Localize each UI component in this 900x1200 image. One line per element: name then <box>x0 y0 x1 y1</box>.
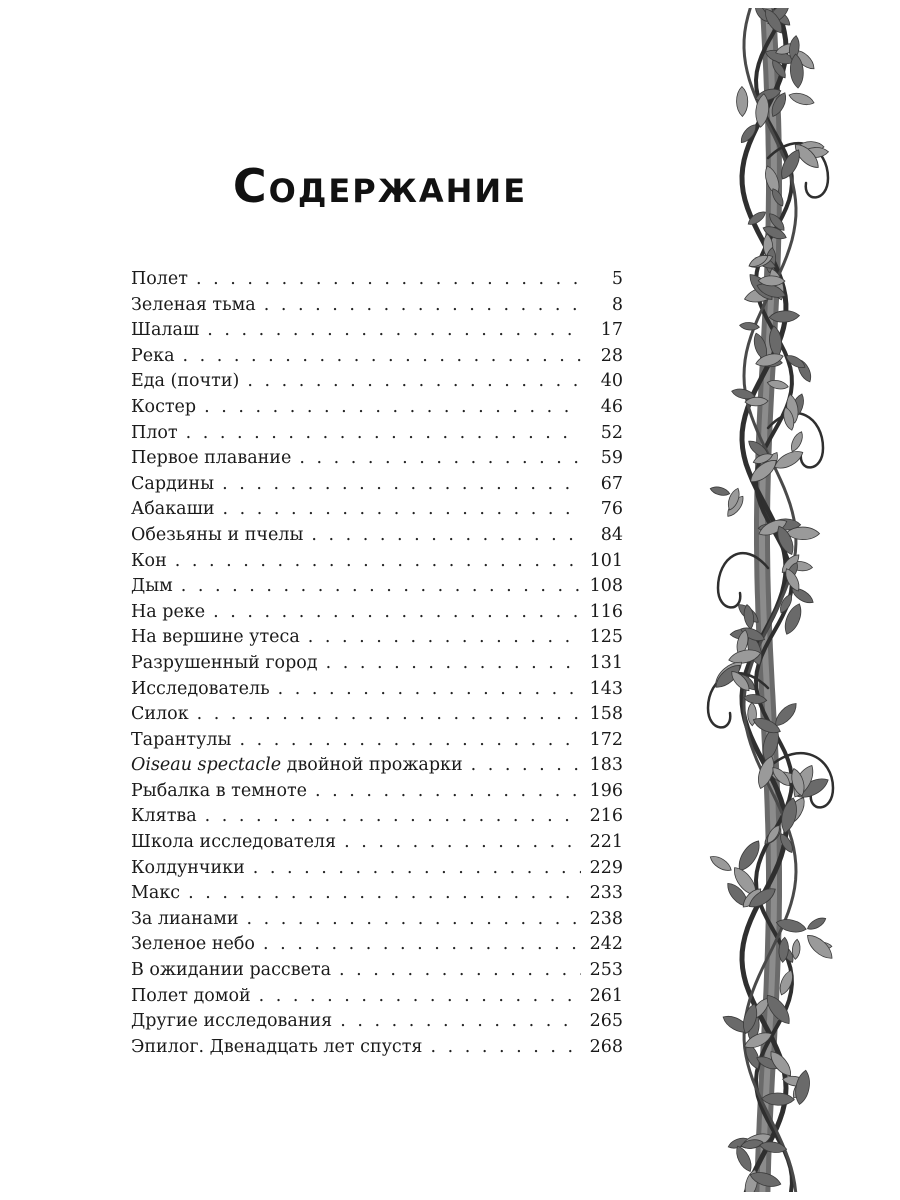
toc-entry-title: Еда (почти) <box>131 371 240 392</box>
dot-leader <box>207 318 581 344</box>
leaf-icon <box>788 430 805 453</box>
toc-entry-page: 261 <box>589 985 623 1006</box>
toc-entry-page: 158 <box>589 704 623 725</box>
toc-entry-title: В ожидании рассвета <box>131 960 332 981</box>
dot-leader <box>204 395 581 421</box>
toc-entry <box>131 1009 623 1035</box>
toc-entry-page: 229 <box>589 857 623 878</box>
toc-entry-title: Плот <box>131 422 178 443</box>
toc-entry <box>131 344 623 370</box>
toc-entry-title: Зеленая тьма <box>131 294 256 315</box>
toc-entry <box>131 574 623 600</box>
toc-entry-title: Рыбалка в темноте <box>131 780 308 801</box>
toc-entry-title: Другие исследования <box>131 1011 333 1032</box>
toc-entry-title <box>131 753 463 779</box>
dot-leader <box>315 779 581 805</box>
toc-entry <box>131 702 623 728</box>
toc-entry <box>131 753 623 779</box>
dot-leader <box>239 728 581 754</box>
toc-entry <box>131 625 623 651</box>
toc-entry-title: Колдунчики <box>131 857 245 878</box>
toc-entry-title: Обезьяны и пчелы <box>131 524 304 545</box>
leaf-icon <box>788 90 816 107</box>
dot-leader <box>186 421 581 447</box>
toc-entry-page: 67 <box>600 473 623 494</box>
dot-leader <box>308 625 581 651</box>
toc-entry <box>131 804 623 830</box>
dot-leader <box>340 1009 581 1035</box>
toc-entry-page: 59 <box>600 448 623 469</box>
dot-leader <box>181 574 581 600</box>
toc-entry-title: Эпилог. Двенадцать лет спустя <box>131 1036 423 1057</box>
dot-leader <box>247 907 582 933</box>
dot-leader <box>253 856 581 882</box>
vine-illustration <box>648 8 870 1192</box>
toc-entry <box>131 472 623 498</box>
toc-entry-title: Клятва <box>131 806 197 827</box>
dot-leader <box>471 753 581 779</box>
toc-entry <box>131 984 623 1010</box>
toc-entry <box>131 497 623 523</box>
toc-entry-page: 108 <box>589 576 623 597</box>
page-title: Содержание <box>232 158 528 213</box>
dot-leader <box>205 804 581 830</box>
toc-entry-title: Макс <box>131 883 181 904</box>
toc-entry-title: Первое плавание <box>131 448 292 469</box>
toc-entry <box>131 446 623 472</box>
dot-leader <box>197 702 581 728</box>
leaf-icon <box>736 86 748 116</box>
toc-entry-page: 265 <box>589 1011 623 1032</box>
toc-entry-page: 101 <box>589 550 623 571</box>
toc-entry-page: 131 <box>589 652 623 673</box>
dot-leader <box>339 958 581 984</box>
toc-entry-title-italic: Oiseau spectacle <box>131 755 282 776</box>
dot-leader <box>247 369 581 395</box>
toc-entry-title: Полет домой <box>131 985 251 1006</box>
dot-leader <box>183 344 581 370</box>
toc-entry-page: 216 <box>589 806 623 827</box>
toc-entry-title: Тарантулы <box>131 729 232 750</box>
toc-entry-page: 253 <box>589 960 623 981</box>
toc-entry-page: 221 <box>589 832 623 853</box>
dot-leader <box>188 881 581 907</box>
toc-entry <box>131 267 623 293</box>
toc-entry <box>131 958 623 984</box>
toc-entry-page: 196 <box>589 780 623 801</box>
toc-entry-page: 52 <box>600 422 623 443</box>
toc-entry <box>131 549 623 575</box>
toc-entry <box>131 651 623 677</box>
dot-leader <box>223 497 581 523</box>
toc-entry-page: 84 <box>600 524 623 545</box>
toc-entry-page: 28 <box>600 345 623 366</box>
toc-entry-page: 17 <box>600 320 623 341</box>
toc-entry-page: 116 <box>589 601 623 622</box>
toc-entry-page: 143 <box>589 678 623 699</box>
toc-entry <box>131 318 623 344</box>
toc-entry <box>131 369 623 395</box>
toc-entry-title: Шалаш <box>131 320 200 341</box>
toc-entry-page: 8 <box>611 294 623 315</box>
toc-entry <box>131 932 623 958</box>
dot-leader <box>213 600 581 626</box>
toc-entry-title: Исследователь <box>131 678 270 699</box>
toc-entry-page: 46 <box>600 396 623 417</box>
dot-leader <box>430 1035 581 1061</box>
toc-entry <box>131 881 623 907</box>
toc-entry-title: Костер <box>131 396 197 417</box>
dot-leader <box>259 984 581 1010</box>
dot-leader <box>344 830 581 856</box>
toc-entry-title: На вершине утеса <box>131 627 300 648</box>
toc-entry <box>131 677 623 703</box>
toc-entry-title: Зеленое небо <box>131 934 255 955</box>
leaf-icon <box>806 915 828 932</box>
leaf-icon <box>708 853 734 874</box>
toc-entry-page: 125 <box>589 627 623 648</box>
toc-entry <box>131 421 623 447</box>
toc-entry-page: 242 <box>589 934 623 955</box>
toc-entry-page: 40 <box>600 371 623 392</box>
toc-entry-page: 5 <box>611 269 623 289</box>
toc-entry-page: 183 <box>589 755 623 776</box>
toc-entry-title: Силок <box>131 704 189 725</box>
toc-entry-title: Кон <box>131 550 167 571</box>
toc-entry-title: Разрушенный город <box>131 652 318 673</box>
dot-leader <box>175 549 581 575</box>
dot-leader <box>311 523 581 549</box>
dot-leader <box>264 293 581 319</box>
toc-entry <box>131 728 623 754</box>
toc-entry <box>131 907 623 933</box>
toc-entry-page: 238 <box>589 908 623 929</box>
toc-entry <box>131 523 623 549</box>
table-of-contents <box>131 267 623 1060</box>
toc-entry <box>131 395 623 421</box>
toc-entry-title-rest: двойной прожарки <box>281 755 463 776</box>
toc-entry-title: Школа исследователя <box>131 832 337 853</box>
dot-leader <box>222 472 581 498</box>
toc-entry <box>131 1035 623 1061</box>
toc-entry-title: За лианами <box>131 908 239 929</box>
toc-entry <box>131 600 623 626</box>
leaf-icon <box>709 485 730 497</box>
dot-leader <box>326 651 581 677</box>
toc-entry-page: 233 <box>589 883 623 904</box>
dot-leader <box>196 267 581 293</box>
toc-entry <box>131 293 623 319</box>
toc-entry-title: Река <box>131 345 175 366</box>
toc-entry-title: Дым <box>131 576 173 597</box>
toc-entry-page: 268 <box>589 1036 623 1057</box>
toc-entry-page: 76 <box>600 499 623 520</box>
dot-leader <box>299 446 581 472</box>
toc-entry-title: На реке <box>131 601 206 622</box>
dot-leader <box>278 677 581 703</box>
toc-entry-title: Полет <box>131 269 188 289</box>
toc-entry-title: Сардины <box>131 473 215 494</box>
dot-leader <box>263 932 581 958</box>
toc-entry <box>131 856 623 882</box>
toc-entry-page: 172 <box>589 729 623 750</box>
toc-entry <box>131 830 623 856</box>
toc-entry <box>131 779 623 805</box>
toc-entry-title: Абакаши <box>131 499 215 520</box>
leaf-icon <box>793 1069 812 1106</box>
